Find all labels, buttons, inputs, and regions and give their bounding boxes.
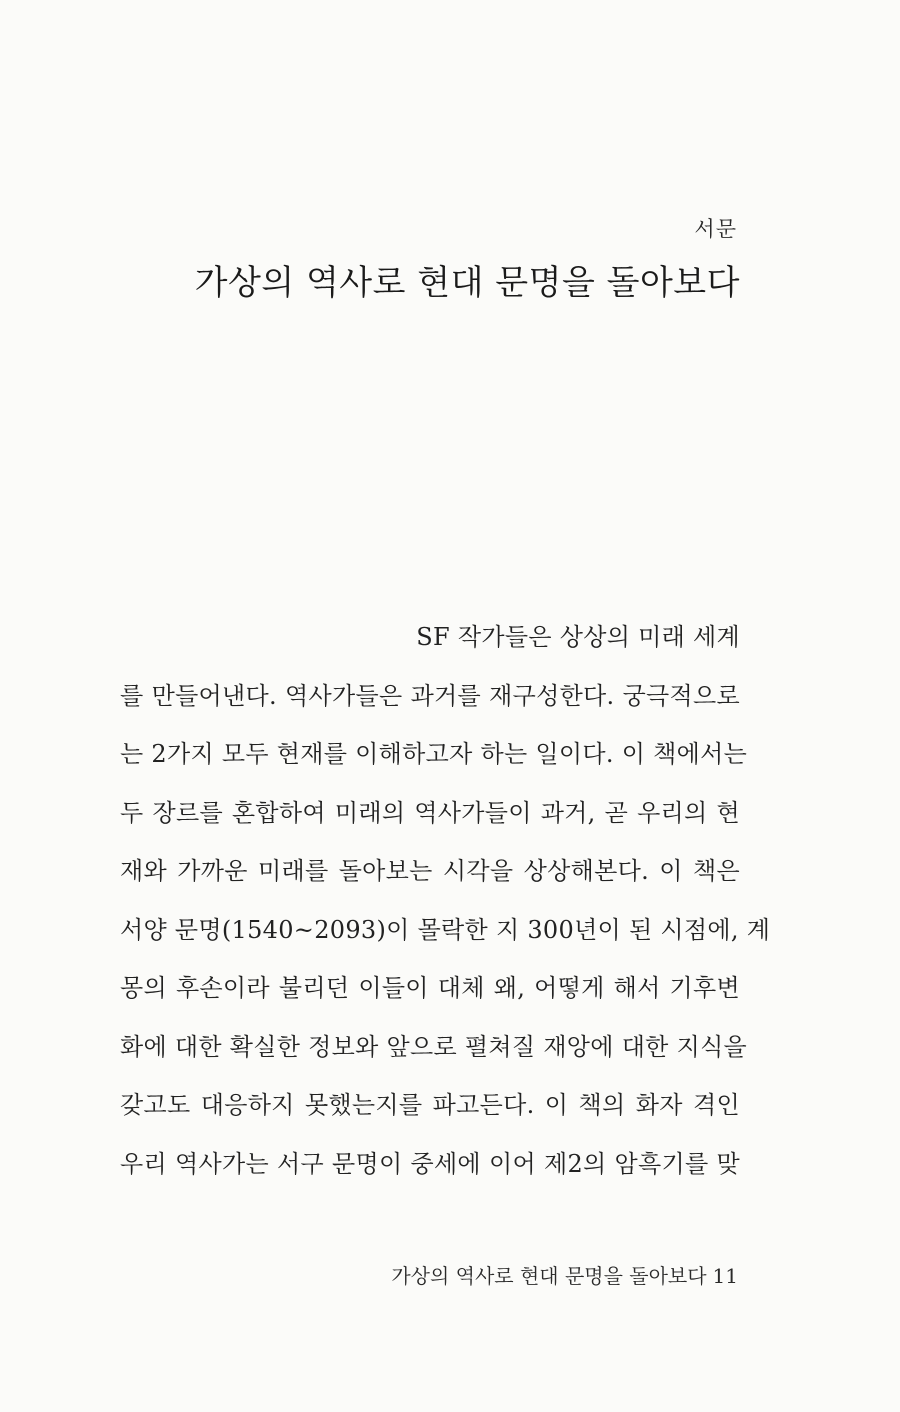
running-title: 가상의 역사로 현대 문명을 돌아보다 — [391, 1264, 707, 1288]
page-number: 11 — [712, 1264, 738, 1288]
body-line: 서양 문명(1540~2093)이 몰락한 지 300년이 된 시점에, 계 — [120, 915, 771, 944]
body-line: 재와 가까운 미래를 돌아보는 시각을 상상해본다. 이 책은 — [120, 857, 740, 885]
section-label: 서문 — [694, 217, 737, 241]
body-line: 는 2가지 모두 현재를 이해하고자 하는 일이다. 이 책에서는 — [120, 740, 748, 768]
body-line: 몽의 후손이라 불리던 이들이 대체 왜, 어떻게 해서 기후변 — [120, 974, 740, 1002]
body-line: SF 작가들은 상상의 미래 세계 — [416, 623, 740, 651]
body-paragraph — [120, 617, 771, 1202]
body-line: 두 장르를 혼합하여 미래의 역사가들이 과거, 곧 우리의 현 — [120, 798, 740, 827]
body-line: 화에 대한 확실한 정보와 앞으로 펼쳐질 재앙에 대한 지식을 — [120, 1032, 748, 1061]
body-line: 우리 역사가는 서구 문명이 중세에 이어 제2의 암흑기를 맞 — [120, 1149, 740, 1178]
running-footer — [391, 1260, 738, 1289]
body-line: 갖고도 대응하지 못했는지를 파고든다. 이 책의 화자 격인 — [120, 1091, 740, 1119]
chapter-title: 가상의 역사로 현대 문명을 돌아보다 — [194, 263, 740, 303]
body-line: 를 만들어낸다. 역사가들은 과거를 재구성한다. 궁극적으로 — [120, 681, 740, 710]
